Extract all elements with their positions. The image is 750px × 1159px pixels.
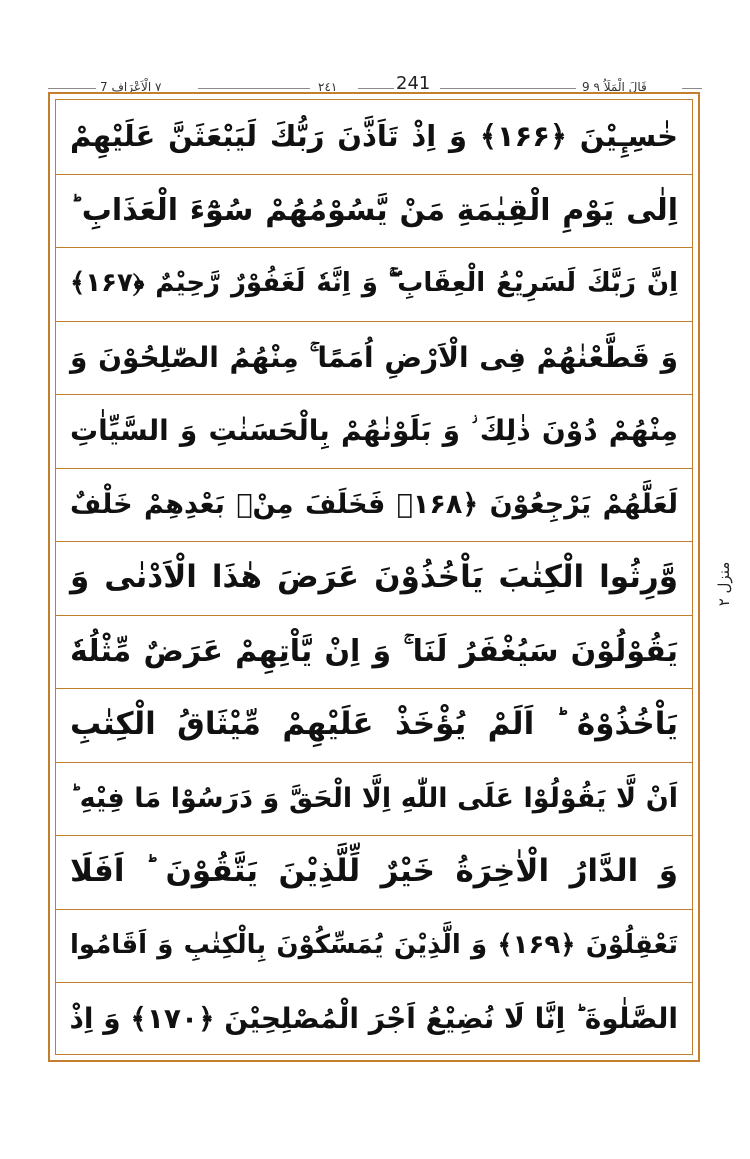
verse-line: وَّرِثُوا الْكِتٰبَ یَاْخُذُوْنَ عَرَضَ هٰذَا الْاَدْنٰى وَ <box>70 559 678 595</box>
verse-line: یَقُوْلُوْنَ سَیُغْفَرُ لَنَا ۚ وَ اِنْ یَّاْتِهِمْ عَرَضٌ مِّثْلُهٗ <box>70 633 678 669</box>
verse-line: مِنْهُمْ دُوْنَ ذٰلِكَ ؗ وَ بَلَوْنٰهُمْ بِالْحَسَنٰتِ وَ السَّیِّاٰتِ <box>70 414 678 447</box>
verse-line: اَنْ لَّا یَقُوْلُوْا عَلَى اللّٰهِ اِلَّا الْحَقَّ وَ دَرَسُوْا مَا فِیْهِ ؕ <box>70 782 678 814</box>
verse-line: لَعَلَّهُمْ یَرْجِعُوْنَ ﴿۱۶۸﴾ فَخَلَفَ مِنْۢ بَعْدِهِمْ خَلْفٌ <box>70 488 678 520</box>
surah-name: ٧ الْاَعْرَاف 7 <box>100 80 162 94</box>
header-rule-mid-right <box>440 88 576 89</box>
header-rule-left <box>48 88 96 89</box>
verse-line: الصَّلٰوةَ ؕ اِنَّا لَا نُضِیْعُ اَجْرَ الْمُصْلِحِیْنَ ﴿۱۷۰﴾ وَ اِذْ <box>69 1002 678 1035</box>
verse-line: اِلٰى یَوْمِ الْقِیٰمَةِ مَنْ یَّسُوْمُهُمْ سُوْٓءَ الْعَذَابِ ؕ <box>70 192 678 228</box>
verse-line: وَ الدَّارُ الْاٰخِرَةُ خَیْرٌ لِّلَّذِیْنَ یَتَّقُوْنَ ؕ اَفَلَا <box>70 853 678 889</box>
verse-line: خٰسِـِٕیْنَ ﴿۱۶۶﴾ وَ اِذْ تَاَذَّنَ رَبُّكَ لَیَبْعَثَنَّ عَلَیْهِمْ <box>70 119 678 153</box>
verse-line: یَاْخُذُوْهُ ؕ اَلَمْ یُؤْخَذْ عَلَیْهِمْ مِّیْثَاقُ الْكِتٰبِ <box>70 706 678 742</box>
header-rule-center <box>358 88 394 89</box>
header-rule-mid-left <box>198 88 310 89</box>
header-rule-right <box>682 88 702 89</box>
page-frame <box>48 92 700 1062</box>
text-area <box>55 99 693 1055</box>
manzil-marker <box>702 545 746 625</box>
juz-name: 9 قَالَ الْمَلَاُ ٩ <box>582 80 647 94</box>
page-number: 241 <box>396 73 431 94</box>
manzil-label: منزل ٢ <box>715 561 733 607</box>
verse-line: اِنَّ رَبَّكَ لَسَرِیْعُ الْعِقَابِ ۖۚ وَ اِنَّهٗ لَغَفُوْرٌ رَّحِیْمٌ ﴿۱۶۷﴾ <box>70 268 678 298</box>
verse-line: تَعْقِلُوْنَ ﴿۱۶۹﴾ وَ الَّذِیْنَ یُمَسِّكُوْنَ بِالْكِتٰبِ وَ اَقَامُوا <box>70 929 678 960</box>
verse-line: وَ قَطَّعْنٰهُمْ فِی الْاَرْضِ اُمَمًا ۚ مِنْهُمُ الصّٰلِحُوْنَ وَ <box>70 340 678 374</box>
page-number-arabic: ٢٤١ <box>318 80 338 94</box>
